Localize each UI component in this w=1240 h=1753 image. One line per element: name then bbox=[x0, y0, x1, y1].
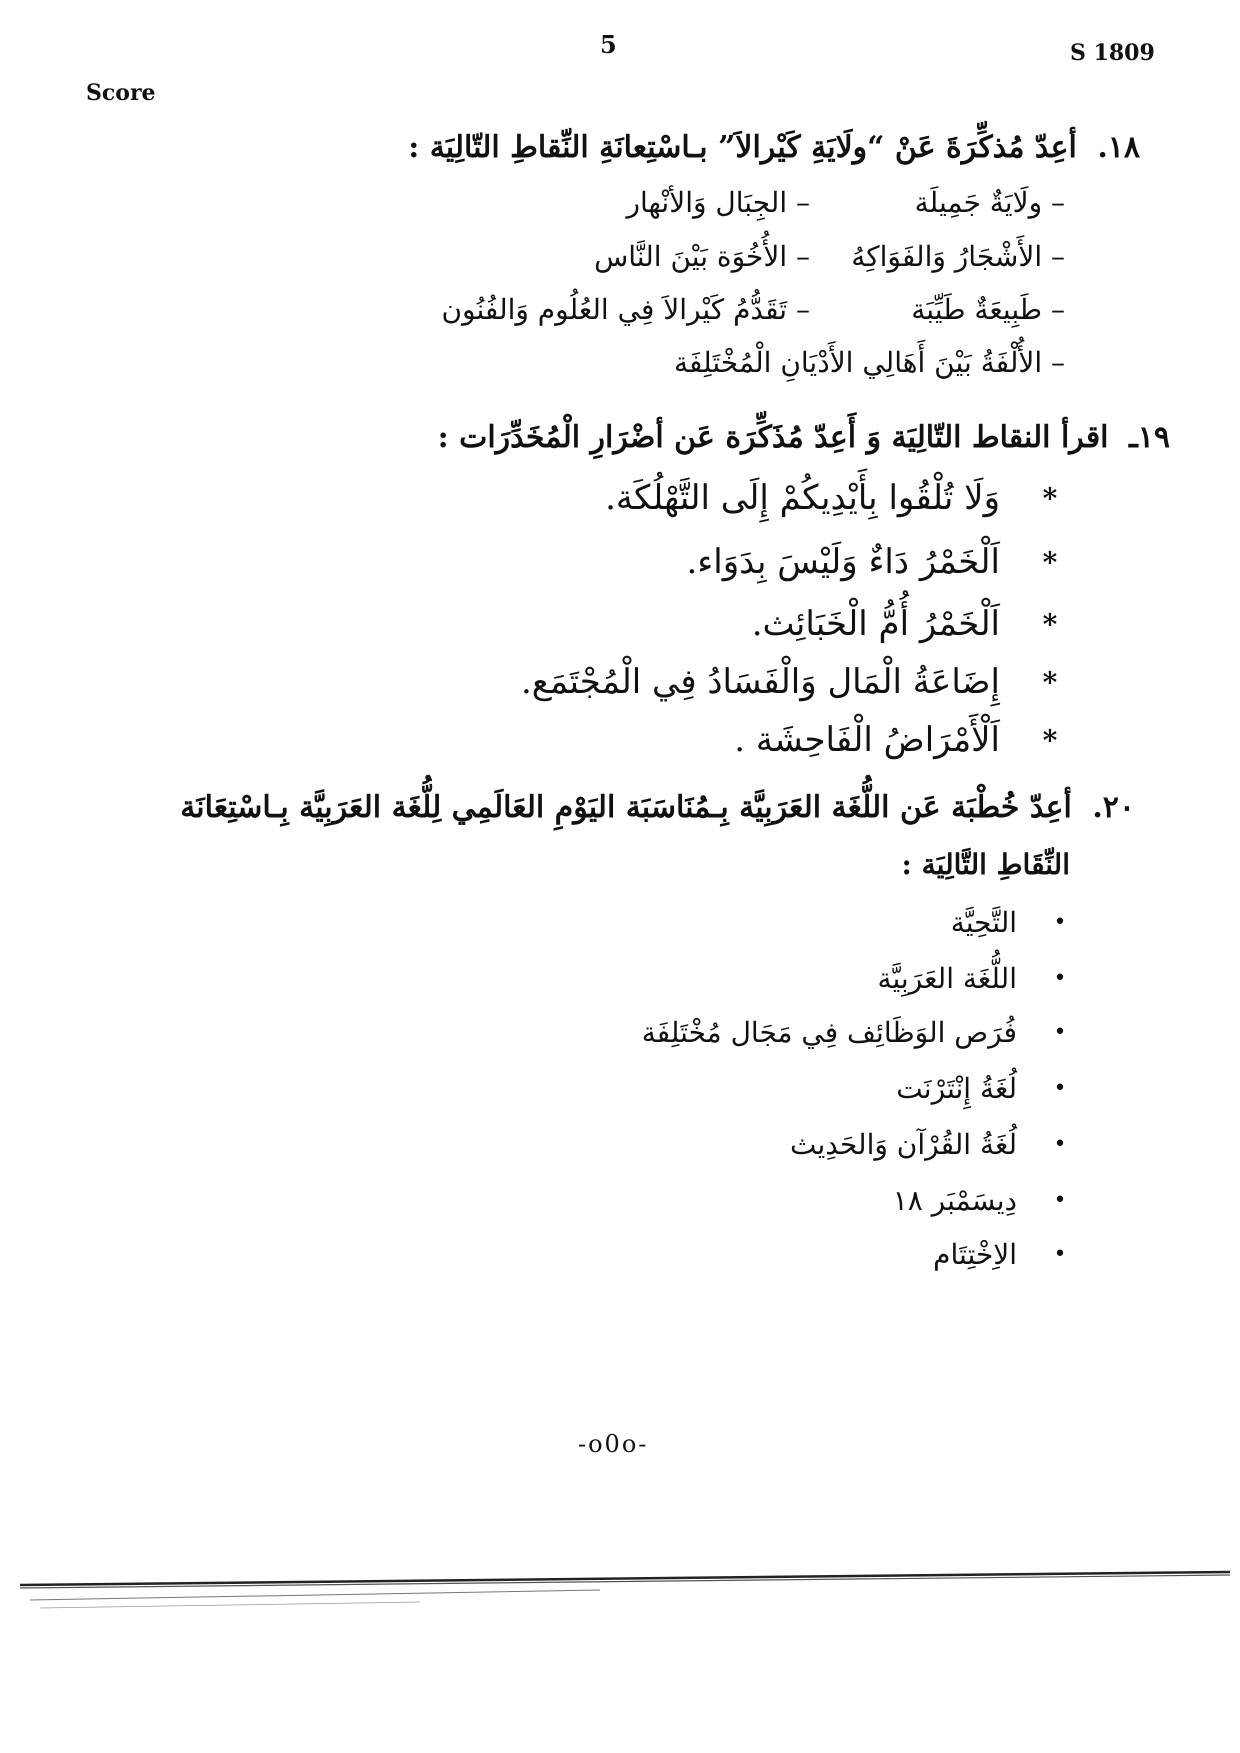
question-18 bbox=[408, 130, 1140, 165]
q18-point: – الأَشْجَارُ وَالفَوَاكِهُ bbox=[851, 240, 1065, 273]
q20-point: التَّحِيَّة bbox=[950, 906, 1017, 939]
q19-point: اَلْخَمْرُ دَاءٌ وَلَيْسَ بِدَوَاء. bbox=[686, 542, 1000, 582]
q19-point: إِضَاعَةُ الْمَال وَالْفَسَادُ فِي الْمُجْتَمَع. bbox=[520, 662, 1000, 702]
footer-rule bbox=[0, 1560, 1240, 1620]
q19-item bbox=[521, 662, 1070, 702]
bullet-icon: • bbox=[1053, 1242, 1067, 1267]
q18-point: – تَقَدُّمُ كَيْرالاَ فِي العُلُوم وَالفُنُون bbox=[441, 293, 810, 326]
q19-point: اَلْأَمْرَاضُ الْفَاحِشَة . bbox=[734, 720, 1000, 760]
q20-item bbox=[790, 1128, 1075, 1161]
question-text: اقرأ النقاط التّالِيَة وَ أَعِدّ مُذَكِّرَة عَن أضْرَارِ الْمُخَدِّرَات : bbox=[437, 420, 1109, 455]
q18-point: – طَبِيعَةٌ طَيِّبَة bbox=[911, 293, 1065, 326]
q20-item bbox=[951, 906, 1075, 939]
question-number: ١٨. bbox=[1097, 130, 1140, 165]
asterisk-icon: * bbox=[1042, 665, 1058, 699]
q18-point: – الأُلْفَةُ بَيْنَ أَهَالِي الأَدْيَانِ الْمُخْتَلِفَة bbox=[673, 346, 1065, 379]
q20-item bbox=[933, 1238, 1075, 1271]
q20-point: لُغَةُ القُرْآن وَالحَدِيث bbox=[789, 1128, 1017, 1161]
question-text: أعِدّ مُذكِّرَةَ عَنْ “ولَايَةِ كَيْرالاَ” بـاسْتِعانَةِ النِّقاطِ التّالِيَة : bbox=[408, 130, 1077, 165]
q20-point: دِيسَمْبَر ١٨ bbox=[892, 1184, 1017, 1217]
bullet-icon: • bbox=[1053, 966, 1067, 991]
question-number: ٢٠. bbox=[1092, 790, 1135, 825]
bullet-icon: • bbox=[1053, 1076, 1067, 1101]
q20-point: فُرَص الوَظَائِف فِي مَجَال مُخْتَلِفَة bbox=[641, 1016, 1017, 1049]
q19-point: وَلَا تُلْقُوا بِأَيْدِيكُمْ إِلَى التَّهْلُكَة. bbox=[605, 478, 1000, 518]
question-20 bbox=[180, 790, 1135, 825]
q20-item bbox=[896, 1072, 1075, 1105]
asterisk-icon: * bbox=[1042, 607, 1058, 641]
bullet-icon: • bbox=[1053, 1132, 1067, 1157]
question-text-continued: النِّقَاطِ التَّالِيَة : bbox=[901, 848, 1070, 881]
q18-point: – الأُخُوَة بَيْنَ النَّاس bbox=[594, 240, 810, 273]
question-text: أعِدّ خُطْبَة عَن اللُّغَة العَرَبِيَّة بِـمُنَاسَبَة اليَوْمِ العَالَمِي لِلُّغَة العَرَبِيَّة بِـاسْتِعَانَة bbox=[180, 790, 1072, 825]
bullet-icon: • bbox=[1053, 1020, 1067, 1045]
score-label: Score bbox=[86, 80, 156, 106]
question-number: ١٩ـ bbox=[1128, 420, 1170, 455]
q19-item bbox=[686, 542, 1070, 582]
question-19 bbox=[438, 420, 1170, 455]
q18-point: – الجِبَال وَالأنْهار bbox=[626, 186, 810, 219]
q20-point: اللُّغَة العَرَبِيَّة bbox=[877, 962, 1017, 995]
q19-item bbox=[605, 478, 1070, 518]
page-number: 5 bbox=[600, 30, 617, 59]
q18-point: – ولَايَةٌ جَمِيلَة bbox=[914, 186, 1065, 219]
bullet-icon: • bbox=[1053, 910, 1067, 935]
q19-point: اَلْخَمْرُ أُمُّ الْخَبَائِث. bbox=[751, 604, 1000, 644]
bullet-icon: • bbox=[1053, 1188, 1067, 1213]
paper-code: S 1809 bbox=[1070, 40, 1155, 66]
asterisk-icon: * bbox=[1042, 723, 1058, 757]
q19-item bbox=[752, 604, 1070, 644]
q20-point: الاِخْتِتَام bbox=[933, 1238, 1017, 1271]
asterisk-icon: * bbox=[1042, 545, 1058, 579]
q19-item bbox=[734, 720, 1070, 760]
end-mark: -o0o- bbox=[578, 1430, 649, 1458]
q20-point: لُغَةُ إِنْتَرْنَت bbox=[896, 1072, 1017, 1105]
q20-item bbox=[642, 1016, 1075, 1049]
q20-item bbox=[877, 962, 1075, 995]
asterisk-icon: * bbox=[1042, 481, 1058, 515]
q20-item bbox=[893, 1184, 1075, 1217]
